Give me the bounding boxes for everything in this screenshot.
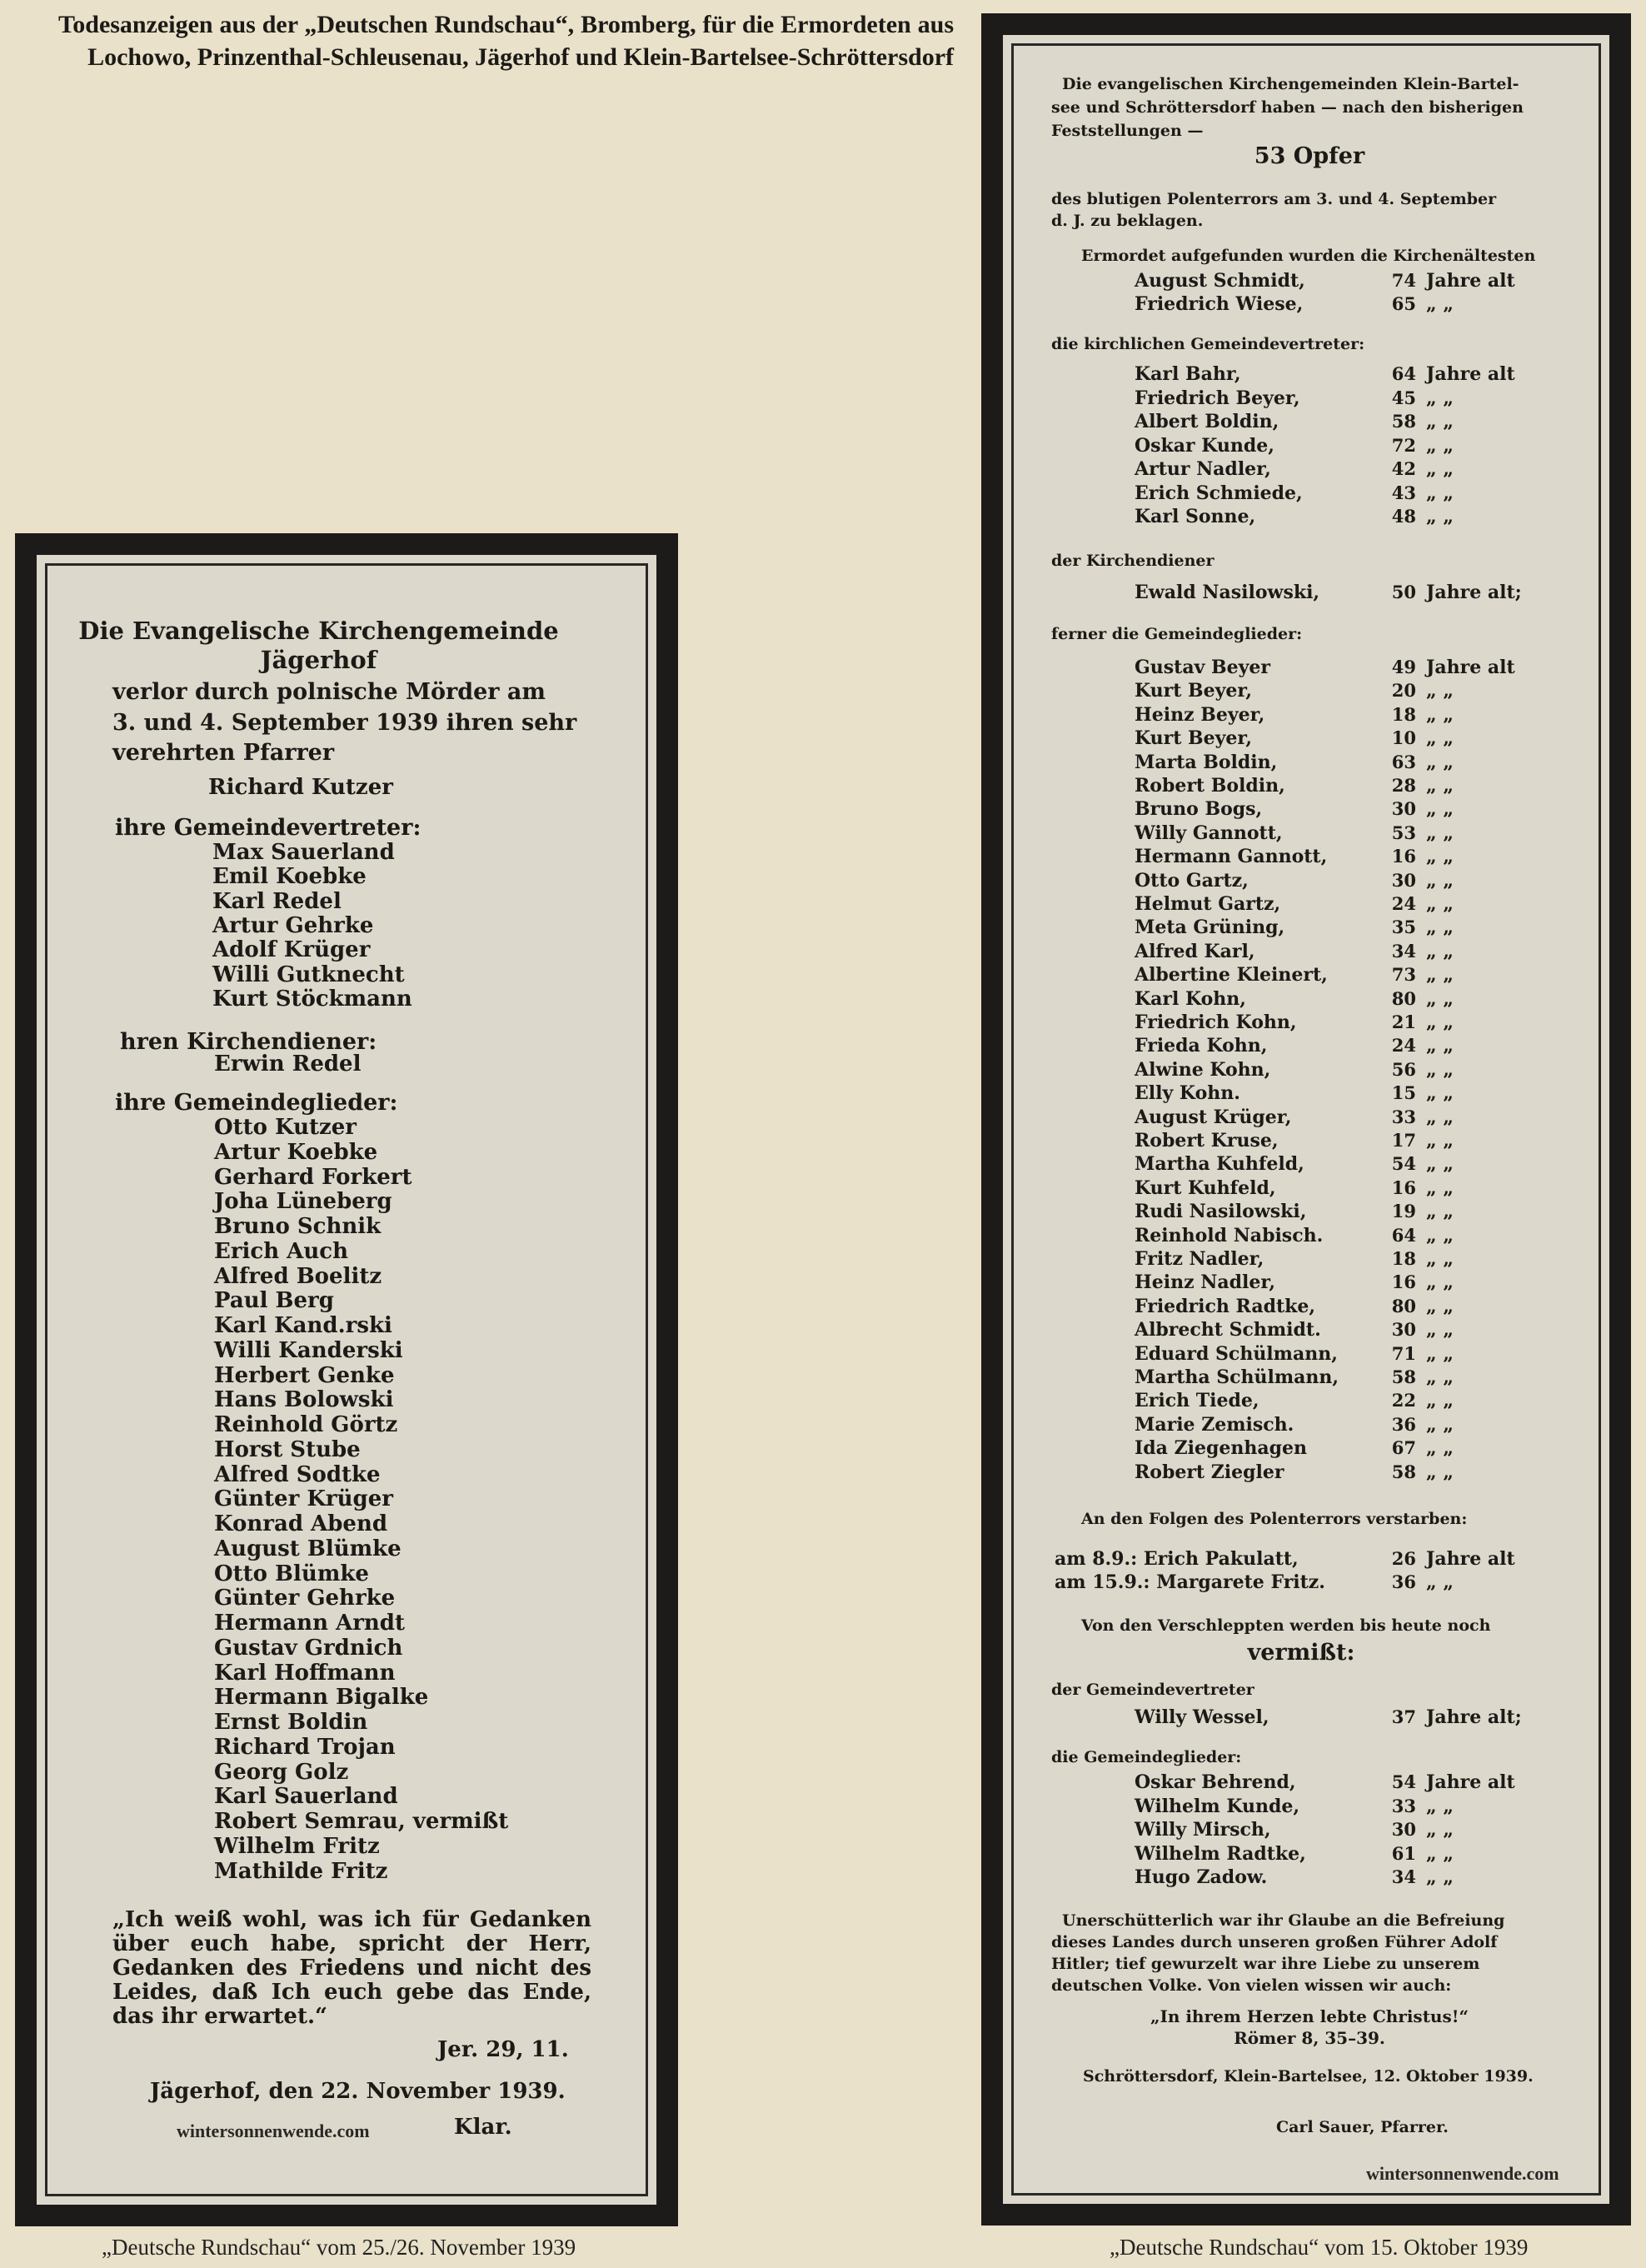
list-item: Herbert Genke <box>214 1362 395 1388</box>
age-unit: „ „ <box>1426 1130 1454 1151</box>
age-unit: Jahre alt <box>1426 657 1515 678</box>
person-name: August Krüger, <box>1135 1106 1292 1128</box>
list-item: Richard Trojan <box>214 1734 396 1760</box>
age-unit: „ „ <box>1426 775 1454 797</box>
person-name: Ida Ziegenhagen <box>1135 1437 1308 1460</box>
age-unit: „ „ <box>1426 1319 1454 1341</box>
age-unit: „ „ <box>1426 458 1454 480</box>
list-item: Kurt Stöckmann <box>212 986 412 1012</box>
person-age: 80 <box>1391 1295 1416 1316</box>
place-date: Jägerhof, den 22. November 1939. <box>150 2079 566 2104</box>
person-age: 16 <box>1391 846 1416 867</box>
person-age: 37 <box>1391 1706 1416 1727</box>
list-item: Gerhard Forkert <box>214 1164 412 1190</box>
intro-line: verehrten Pfarrer <box>112 740 335 766</box>
person-name: Hermann Gannott, <box>1135 846 1328 868</box>
list-item: Hermann Bigalke <box>214 1685 429 1711</box>
person-name: Martha Schülmann, <box>1135 1366 1339 1388</box>
person-age: 42 <box>1391 458 1416 479</box>
group-heading: hren Kirchendiener: <box>120 1029 377 1055</box>
person-name: Willy Gannott, <box>1135 822 1283 844</box>
list-item: Georg Golz <box>214 1759 349 1785</box>
list-item: Emil Koebke <box>212 864 367 890</box>
age-unit: „ „ <box>1426 1437 1454 1460</box>
age-unit: „ „ <box>1426 1201 1454 1223</box>
person-name: Albertine Kleinert, <box>1135 964 1328 987</box>
age-unit: „ „ <box>1426 917 1454 939</box>
age-unit: „ „ <box>1426 987 1454 1010</box>
list-item: Otto Kutzer <box>214 1115 357 1140</box>
notice-title-place: Jägerhof <box>260 646 377 674</box>
signature: Klar. <box>454 2115 512 2140</box>
age-unit: „ „ <box>1426 798 1454 821</box>
age-unit: „ „ <box>1426 1082 1454 1105</box>
list-item: Ernst Boldin <box>214 1710 368 1735</box>
person-age: 58 <box>1391 411 1416 432</box>
person-age: 54 <box>1391 1771 1416 1792</box>
closing-line: deutschen Volke. Von vielen wissen wir auch: <box>1051 1976 1452 1995</box>
person-name: Albrecht Schmidt. <box>1135 1319 1321 1341</box>
list-item: Hermann Arndt <box>214 1611 405 1636</box>
person-name: Marta Boldin, <box>1135 751 1278 773</box>
victims-count: 53 Opfer <box>1254 143 1365 169</box>
person-age: 58 <box>1391 1461 1416 1482</box>
person-age: 21 <box>1391 1012 1416 1032</box>
age-unit: „ „ <box>1426 482 1454 504</box>
age-unit: „ „ <box>1426 1366 1454 1388</box>
age-unit: „ „ <box>1426 1153 1454 1176</box>
list-item: Karl Hoffmann <box>214 1660 396 1686</box>
person-age: 34 <box>1391 940 1416 962</box>
person-name: Karl Sonne, <box>1135 506 1256 527</box>
list-item: Karl Redel <box>212 888 342 914</box>
age-unit: „ „ <box>1426 1224 1454 1246</box>
person-name: Elly Kohn. <box>1135 1082 1240 1105</box>
age-unit: „ „ <box>1426 1035 1454 1057</box>
person-age: 30 <box>1391 869 1416 891</box>
closing-line: Hitler; tief gewurzelt war ihre Liebe zu unserem <box>1051 1955 1480 1973</box>
person-age: 80 <box>1391 987 1416 1009</box>
group-heading: ferner die Gemeindeglieder: <box>1051 625 1303 643</box>
age-unit: „ „ <box>1426 1819 1454 1841</box>
person-name: Karl Kohn, <box>1135 987 1246 1010</box>
person-name: Friedrich Beyer, <box>1135 387 1300 409</box>
caption-right: „Deutsche Rundschau“ vom 15. Oktober 1939 <box>1110 2235 1529 2260</box>
age-unit: „ „ <box>1426 434 1454 457</box>
person-age: 20 <box>1391 680 1416 702</box>
person-age: 30 <box>1391 798 1416 820</box>
person-age: 53 <box>1391 822 1416 843</box>
person-name: August Schmidt, <box>1135 270 1305 292</box>
person-name: Wilhelm Kunde, <box>1135 1795 1299 1817</box>
pastor-name: Richard Kutzer <box>208 775 393 800</box>
age-unit: „ „ <box>1426 1390 1454 1412</box>
age-unit: „ „ <box>1426 387 1454 409</box>
person-name: Karl Bahr, <box>1135 363 1241 385</box>
page-title: Todesanzeigen aus der „Deutschen Rundschau“, Bromberg, für die Ermordeten aus Lochowo, Prinzenthal-Schleusenau, Jägerhof und Klein-Bartelsee-Schröttersdorf <box>58 11 954 71</box>
group-heading: die kirchlichen Gemeindevertreter: <box>1051 335 1365 353</box>
signature: Carl Sauer, Pfarrer. <box>1276 2118 1449 2136</box>
age-unit: „ „ <box>1426 751 1454 773</box>
group-heading: An den Folgen des Polenterrors verstarben: <box>1081 1510 1468 1528</box>
list-item: Hans Bolowski <box>214 1387 394 1413</box>
person-name: Oskar Kunde, <box>1135 434 1274 457</box>
age-unit: „ „ <box>1426 727 1454 750</box>
age-unit: „ „ <box>1426 1106 1454 1128</box>
age-unit: „ „ <box>1426 1058 1454 1081</box>
person-age: 58 <box>1391 1366 1416 1387</box>
person-age: 64 <box>1391 1224 1416 1246</box>
person-age: 36 <box>1391 1413 1416 1435</box>
person-name: Alwine Kohn, <box>1135 1058 1271 1081</box>
person-age: 63 <box>1391 751 1416 772</box>
person-name: Kurt Beyer, <box>1135 680 1253 702</box>
list-item: Alfred Boelitz <box>214 1263 382 1289</box>
person-name: Otto Gartz, <box>1135 869 1249 892</box>
age-unit: Jahre alt <box>1426 270 1515 292</box>
person-name: Erich Tiede, <box>1135 1390 1259 1412</box>
person-name: Rudi Nasilowski, <box>1135 1201 1307 1223</box>
person-name: Marie Zemisch. <box>1135 1413 1294 1436</box>
list-item: Robert Semrau, vermißt <box>214 1809 509 1834</box>
intro-line: verlor durch polnische Mörder am <box>112 679 546 705</box>
person-name: Ewald Nasilowski, <box>1135 582 1320 603</box>
person-name: Bruno Bogs, <box>1135 798 1263 821</box>
person-name: Heinz Beyer, <box>1135 703 1265 726</box>
person-age: 54 <box>1391 1153 1416 1175</box>
person-age: 56 <box>1391 1058 1416 1080</box>
watermark-left: wintersonnenwende.com <box>177 2121 370 2141</box>
person-age: 18 <box>1391 1248 1416 1269</box>
list-item: Otto Blümke <box>214 1561 369 1586</box>
age-unit: „ „ <box>1426 1461 1454 1483</box>
list-item: Alfred Sodtke <box>214 1461 381 1487</box>
person-age: 10 <box>1391 727 1416 749</box>
person-name: Hugo Zadow. <box>1135 1866 1268 1888</box>
group-heading: der Gemeindevertreter <box>1051 1681 1254 1699</box>
list-item: Erich Auch <box>214 1238 348 1264</box>
person-name: Eduard Schülmann, <box>1135 1342 1338 1365</box>
list-item: Wilhelm Fritz <box>214 1833 380 1859</box>
age-unit: Jahre alt; <box>1426 1706 1522 1728</box>
intro-line: see und Schröttersdorf haben — nach den bisherigen <box>1051 98 1524 117</box>
person-age: 19 <box>1391 1201 1416 1222</box>
person-name: am 15.9.: Margarete Fritz. <box>1055 1571 1325 1593</box>
list-item: Konrad Abend <box>214 1511 388 1536</box>
person-name: Albert Boldin, <box>1135 411 1279 432</box>
watermark-right: wintersonnenwende.com <box>1366 2163 1559 2184</box>
person-age: 48 <box>1391 506 1416 527</box>
person-age: 73 <box>1391 964 1416 986</box>
list-item: Artur Koebke <box>214 1139 378 1165</box>
person-name: Kurt Beyer, <box>1135 727 1253 750</box>
age-unit: „ „ <box>1426 293 1454 315</box>
person-age: 45 <box>1391 387 1416 408</box>
death-notice-jaegerhof <box>15 533 678 2226</box>
age-unit: „ „ <box>1426 506 1454 527</box>
age-unit: Jahre alt <box>1426 363 1515 385</box>
intro-line: d. J. zu beklagen. <box>1051 212 1204 230</box>
age-unit: „ „ <box>1426 1866 1454 1888</box>
person-name: Fritz Nadler, <box>1135 1248 1264 1270</box>
person-name: Frieda Kohn, <box>1135 1035 1268 1057</box>
age-unit: „ „ <box>1426 893 1454 915</box>
list-item: Günter Gehrke <box>214 1586 396 1611</box>
person-age: 22 <box>1391 1390 1416 1411</box>
person-age: 33 <box>1391 1795 1416 1816</box>
list-item: Mathilde Fritz <box>214 1858 388 1884</box>
age-unit: „ „ <box>1426 846 1454 868</box>
list-item: Willi Gutknecht <box>212 962 405 987</box>
group-heading: ihre Gemeindevertreter: <box>115 815 421 841</box>
person-name: am 8.9.: Erich Pakulatt, <box>1055 1548 1299 1570</box>
person-name: Friedrich Kohn, <box>1135 1012 1297 1033</box>
person-name: Reinhold Nabisch. <box>1135 1224 1324 1246</box>
age-unit: „ „ <box>1426 1176 1454 1199</box>
missing-intro: Von den Verschleppten werden bis heute noch <box>1081 1616 1491 1635</box>
person-age: 71 <box>1391 1342 1416 1364</box>
verse-reference: Römer 8, 35–39. <box>1234 2028 1385 2048</box>
person-age: 15 <box>1391 1082 1416 1104</box>
age-unit: „ „ <box>1426 680 1454 702</box>
person-name: Friedrich Radtke, <box>1135 1295 1316 1317</box>
person-name: Meta Grüning, <box>1135 917 1285 939</box>
person-name: Martha Kuhfeld, <box>1135 1153 1304 1176</box>
age-unit: „ „ <box>1426 1012 1454 1033</box>
list-item: Artur Gehrke <box>212 912 374 938</box>
list-item: Karl Sauerland <box>214 1784 398 1810</box>
person-name: Erich Schmiede, <box>1135 482 1303 504</box>
person-age: 50 <box>1391 582 1416 602</box>
age-unit: „ „ <box>1426 964 1454 987</box>
place-date: Schröttersdorf, Klein-Bartelsee, 12. Oktober 1939. <box>1083 2067 1534 2086</box>
list-item: Willi Kanderski <box>214 1337 403 1363</box>
age-unit: „ „ <box>1426 1271 1454 1294</box>
person-age: 34 <box>1391 1866 1416 1887</box>
list-item: Joha Lüneberg <box>214 1189 392 1215</box>
quote-reference: Jer. 29, 11. <box>437 2037 569 2062</box>
age-unit: „ „ <box>1426 1413 1454 1436</box>
person-age: 64 <box>1391 363 1416 384</box>
list-item: Reinhold Görtz <box>214 1412 398 1437</box>
age-unit: „ „ <box>1426 1248 1454 1270</box>
group-heading: Ermordet aufgefunden wurden die Kirchenältesten <box>1081 247 1536 265</box>
person-age: 65 <box>1391 293 1416 314</box>
list-item: Karl Kand.rski <box>214 1313 392 1338</box>
age-unit: „ „ <box>1426 869 1454 892</box>
age-unit: „ „ <box>1426 1571 1454 1593</box>
person-name: Robert Boldin, <box>1135 775 1285 797</box>
intro-line: 3. und 4. September 1939 ihren sehr <box>112 710 577 736</box>
death-notice-klein-bartelsee <box>981 13 1631 2226</box>
person-age: 36 <box>1391 1571 1416 1592</box>
person-age: 30 <box>1391 1819 1416 1840</box>
age-unit: „ „ <box>1426 1842 1454 1865</box>
list-item: Max Sauerland <box>212 840 395 865</box>
group-heading: die Gemeindeglieder: <box>1051 1748 1242 1766</box>
list-item: Erwin Redel <box>214 1052 362 1077</box>
age-unit: Jahre alt <box>1426 1771 1515 1793</box>
person-name: Wilhelm Radtke, <box>1135 1842 1306 1865</box>
group-heading: der Kirchendiener <box>1051 552 1215 570</box>
age-unit: „ „ <box>1426 411 1454 432</box>
person-name: Willy Mirsch, <box>1135 1819 1271 1841</box>
person-name: Kurt Kuhfeld, <box>1135 1176 1276 1199</box>
person-age: 28 <box>1391 775 1416 796</box>
closing-line: dieses Landes durch unseren großen Führer Adolf <box>1051 1933 1498 1951</box>
intro-line: Die evangelischen Kirchengemeinden Klein-Bartel- <box>1062 75 1519 93</box>
intro-line: des blutigen Polenterrors am 3. und 4. September <box>1051 190 1497 208</box>
bible-quote: „Ich weiß wohl, was ich für Gedanken über euch habe, spricht der Herr, Gedanken des Friedens und nicht des Leides, daß Ich euch gebe das Ende, das ihr erwartet.“ <box>112 1907 591 2029</box>
person-name: Robert Ziegler <box>1135 1461 1284 1483</box>
age-unit: „ „ <box>1426 703 1454 726</box>
person-age: 24 <box>1391 893 1416 914</box>
age-unit: „ „ <box>1426 1342 1454 1365</box>
person-age: 24 <box>1391 1035 1416 1057</box>
person-age: 26 <box>1391 1548 1416 1569</box>
person-name: Helmut Gartz, <box>1135 893 1281 915</box>
person-age: 30 <box>1391 1319 1416 1341</box>
person-age: 49 <box>1391 657 1416 677</box>
person-age: 43 <box>1391 482 1416 503</box>
list-item: Günter Krüger <box>214 1486 393 1512</box>
caption-left: „Deutsche Rundschau“ vom 25./26. November 1939 <box>102 2235 576 2260</box>
intro-line: Feststellungen — <box>1051 122 1204 140</box>
person-age: 67 <box>1391 1437 1416 1459</box>
verse: „In ihrem Herzen lebte Christus!“ <box>1150 2006 1469 2026</box>
list-item: Horst Stube <box>214 1436 361 1462</box>
age-unit: „ „ <box>1426 822 1454 844</box>
age-unit: „ „ <box>1426 940 1454 962</box>
person-name: Heinz Nadler, <box>1135 1271 1276 1294</box>
person-age: 17 <box>1391 1130 1416 1151</box>
age-unit: „ „ <box>1426 1795 1454 1817</box>
list-item: August Blümke <box>214 1536 402 1561</box>
person-age: 16 <box>1391 1271 1416 1293</box>
person-name: Oskar Behrend, <box>1135 1771 1296 1793</box>
group-heading: ihre Gemeindeglieder: <box>115 1090 398 1116</box>
person-age: 18 <box>1391 703 1416 725</box>
person-name: Willy Wessel, <box>1135 1706 1269 1728</box>
person-name: Robert Kruse, <box>1135 1130 1279 1151</box>
person-age: 61 <box>1391 1842 1416 1864</box>
list-item: Bruno Schnik <box>214 1214 382 1239</box>
person-name: Gustav Beyer <box>1135 657 1270 678</box>
person-age: 35 <box>1391 917 1416 938</box>
age-unit: „ „ <box>1426 1295 1454 1317</box>
person-name: Artur Nadler, <box>1135 458 1271 480</box>
person-age: 16 <box>1391 1176 1416 1198</box>
person-name: Friedrich Wiese, <box>1135 293 1304 315</box>
person-age: 33 <box>1391 1106 1416 1127</box>
list-item: Adolf Krüger <box>212 937 371 963</box>
age-unit: Jahre alt <box>1426 1548 1515 1570</box>
closing-line: Unerschütterlich war ihr Glaube an die Befreiung <box>1062 1911 1505 1930</box>
person-age: 72 <box>1391 434 1416 456</box>
list-item: Paul Berg <box>214 1288 334 1314</box>
age-unit: Jahre alt; <box>1426 582 1522 603</box>
missing-word: vermißt: <box>1247 1640 1355 1666</box>
person-name: Alfred Karl, <box>1135 940 1255 962</box>
notice-title: Die Evangelische Kirchengemeinde <box>78 617 559 645</box>
person-age: 74 <box>1391 270 1416 291</box>
list-item: Gustav Grdnich <box>214 1635 403 1661</box>
